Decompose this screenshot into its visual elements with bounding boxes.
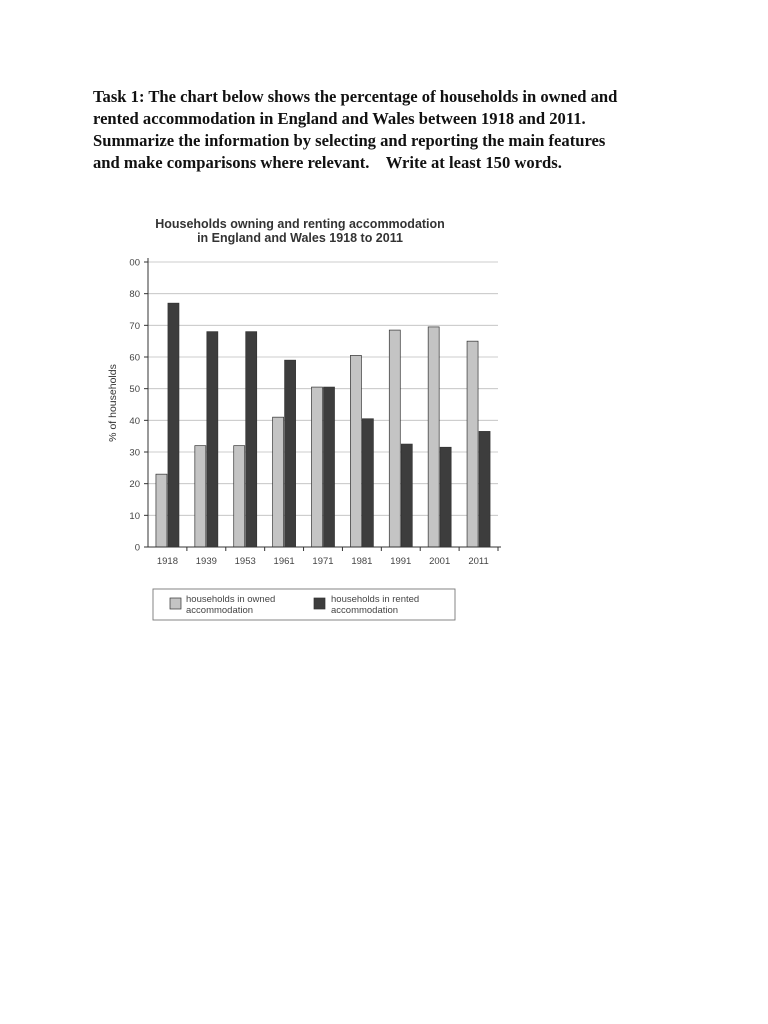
task-prompt-line: rented accommodation in England and Wales between 1918 and 2011. bbox=[93, 109, 586, 128]
bars bbox=[156, 303, 490, 547]
bar-owned bbox=[467, 341, 478, 547]
bar-owned bbox=[389, 330, 400, 547]
bar-owned bbox=[156, 474, 167, 547]
x-tick-label: 1981 bbox=[351, 556, 373, 567]
bar-rented bbox=[285, 360, 296, 547]
y-tick-label: 0 bbox=[134, 542, 140, 554]
bar-owned bbox=[195, 446, 206, 547]
y-tick-label: 40 bbox=[129, 415, 140, 427]
legend-label: households in rented bbox=[331, 594, 420, 605]
x-tick-label: 1953 bbox=[234, 556, 256, 567]
bar-rented bbox=[324, 387, 335, 547]
bar-chart bbox=[100, 205, 520, 635]
bar-owned bbox=[234, 446, 245, 547]
legend-label: accommodation bbox=[186, 605, 254, 616]
y-tick-label: 60 bbox=[129, 352, 140, 364]
bar-owned bbox=[350, 355, 361, 547]
y-axis-label: % of households bbox=[107, 364, 119, 442]
chart-title: Households owning and renting accommodation bbox=[155, 217, 445, 231]
legend-label: accommodation bbox=[331, 605, 399, 616]
chart-container bbox=[100, 205, 520, 635]
y-tick-label: 20 bbox=[129, 479, 140, 491]
y-tick-label: 00 bbox=[129, 257, 140, 269]
y-tick-label: 10 bbox=[129, 510, 140, 522]
x-tick-label: 1991 bbox=[390, 556, 412, 567]
x-tick-label: 1961 bbox=[273, 556, 295, 567]
bar-rented bbox=[207, 332, 218, 547]
x-tick-label: 1918 bbox=[156, 556, 179, 567]
bar-rented bbox=[440, 447, 451, 547]
bar-rented bbox=[168, 303, 179, 547]
x-tick-label: 1971 bbox=[312, 556, 334, 567]
legend-swatch bbox=[314, 598, 325, 609]
bar-rented bbox=[401, 444, 412, 547]
chart-subtitle: in England and Wales 1918 to 2011 bbox=[197, 231, 403, 245]
bar-owned bbox=[312, 387, 323, 547]
bar-owned bbox=[428, 327, 439, 547]
bar-rented bbox=[479, 431, 490, 547]
x-tick-label: 2001 bbox=[429, 556, 451, 567]
task-prompt-line: Summarize the information by selecting and reporting the main features bbox=[93, 131, 606, 150]
bar-rented bbox=[246, 332, 257, 547]
task-prompt bbox=[93, 86, 693, 174]
task-prompt-line: and make comparisons where relevant. Write at least 150 words. bbox=[93, 153, 562, 172]
legend-swatch bbox=[170, 598, 181, 609]
x-tick-label: 2011 bbox=[468, 556, 489, 567]
x-tick-label: 1939 bbox=[195, 556, 217, 567]
y-tick-label: 70 bbox=[129, 320, 140, 332]
y-tick-label: 80 bbox=[129, 289, 140, 301]
bar-owned bbox=[273, 417, 284, 547]
legend-label: households in owned bbox=[186, 594, 276, 605]
legend bbox=[153, 589, 455, 620]
task-prompt-line: Task 1: The chart below shows the percentage of households in owned and bbox=[93, 87, 618, 106]
y-tick-label: 30 bbox=[129, 447, 140, 459]
bar-rented bbox=[362, 419, 373, 547]
y-tick-label: 50 bbox=[129, 384, 140, 396]
